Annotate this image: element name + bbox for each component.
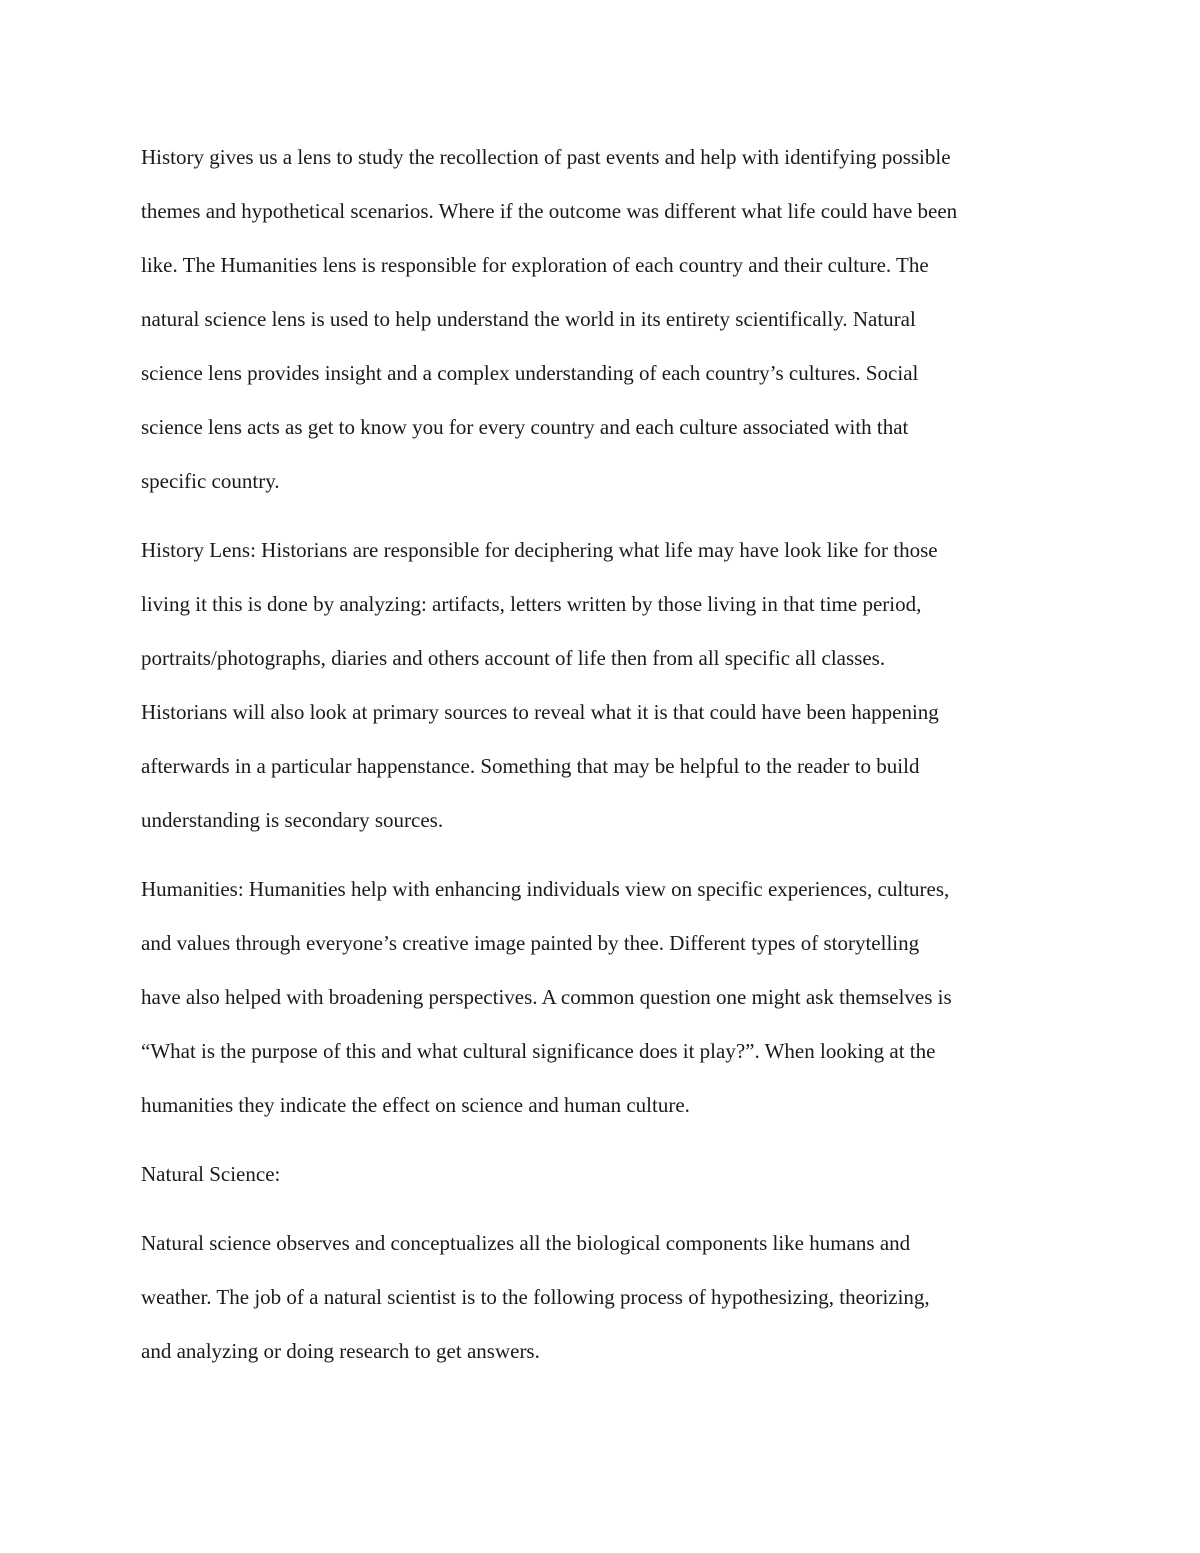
text-line: humanities they indicate the effect on science and human culture. <box>141 1093 690 1117</box>
text-line: and values through everyone’s creative image painted by thee. Different types of storytelling <box>141 931 920 955</box>
text-line: understanding is secondary sources. <box>141 808 444 832</box>
text-line: living it this is done by analyzing: artifacts, letters written by those living in that time period, <box>141 592 922 616</box>
document-body <box>141 130 1066 1393</box>
text-line: Humanities: Humanities help with enhancing individuals view on specific experiences, cultures, <box>141 877 950 901</box>
text-line: have also helped with broadening perspectives. A common question one might ask themselves is <box>141 985 952 1009</box>
paragraph-humanities <box>141 862 1066 1132</box>
text-line: Natural science observes and conceptualizes all the biological components like humans and <box>141 1231 911 1255</box>
text-line: science lens acts as get to know you for every country and each culture associated with that <box>141 415 909 439</box>
text-line: weather. The job of a natural scientist is to the following process of hypothesizing, theorizing, <box>141 1285 930 1309</box>
text-line: History Lens: Historians are responsible for deciphering what life may have look like for those <box>141 538 938 562</box>
text-line: natural science lens is used to help understand the world in its entirety scientifically. Natural <box>141 307 916 331</box>
text-line: Historians will also look at primary sources to reveal what it is that could have been happening <box>141 700 939 724</box>
paragraph-natural-science-heading <box>141 1147 1066 1201</box>
text-line: and analyzing or doing research to get answers. <box>141 1339 540 1363</box>
text-line: “What is the purpose of this and what cultural significance does it play?”. When looking at the <box>141 1039 936 1063</box>
paragraph-history-lens <box>141 523 1066 847</box>
text-line: science lens provides insight and a complex understanding of each country’s cultures. Social <box>141 361 919 385</box>
text-line: afterwards in a particular happenstance. Something that may be helpful to the reader to build <box>141 754 920 778</box>
text-line: specific country. <box>141 469 280 493</box>
text-line: History gives us a lens to study the recollection of past events and help with identifying possible <box>141 145 951 169</box>
text-line: portraits/photographs, diaries and others account of life then from all specific all classes. <box>141 646 886 670</box>
text-line: like. The Humanities lens is responsible for exploration of each country and their culture. The <box>141 253 929 277</box>
text-line: themes and hypothetical scenarios. Where if the outcome was different what life could have been <box>141 199 958 223</box>
paragraph-intro <box>141 130 1066 508</box>
paragraph-natural-science <box>141 1216 1066 1378</box>
section-heading: Natural Science: <box>141 1162 281 1186</box>
